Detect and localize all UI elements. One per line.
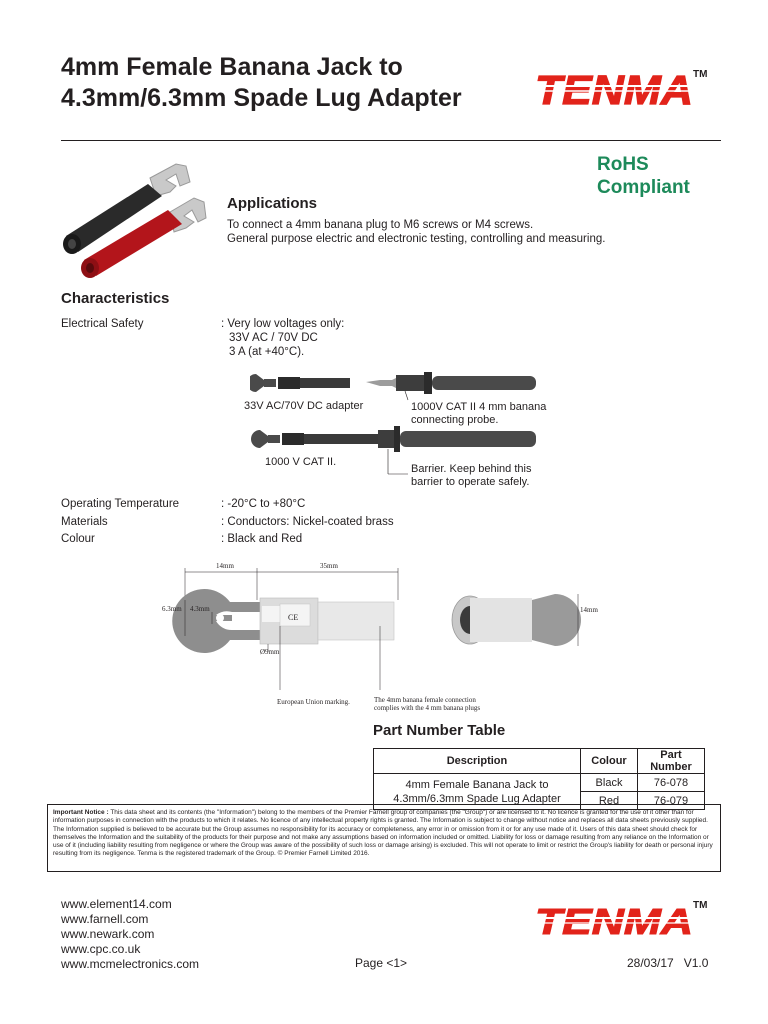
- link-cpc[interactable]: www.cpc.co.uk: [61, 942, 141, 956]
- row-colour: [61, 532, 461, 549]
- electrical-safety-label: Electrical Safety: [61, 318, 144, 330]
- electrical-safety-line-2: 33V AC / 70V DC: [229, 332, 318, 344]
- tenma-logo-graphic: [533, 900, 703, 944]
- table-row: [374, 774, 705, 792]
- tenma-logo-graphic: [533, 66, 703, 110]
- dimension-drawing: [150, 560, 610, 710]
- dim-14mm-side: 14mm: [580, 606, 598, 614]
- part-table-heading: Part Number Table: [373, 722, 506, 739]
- rohs-line-2: Compliant: [597, 177, 690, 198]
- colour-cell: Red: [581, 792, 638, 810]
- row-label: Operating Temperature: [61, 498, 180, 510]
- caption-cat2: 1000 V CAT II.: [265, 456, 337, 468]
- row-value: : Black and Red: [221, 533, 303, 545]
- dim-14mm-top: 14mm: [216, 562, 234, 570]
- note-banana-line-2: complies with the 4 mm banana plugs: [374, 704, 481, 712]
- description-line-1: 4mm Female Banana Jack to: [405, 778, 549, 791]
- link-element14[interactable]: www.element14.com: [61, 897, 172, 911]
- notice-text: This data sheet and its contents (the "Information") belong to the members of the Premier Farnell group of companies (the "Group") or are licensed to it. No licence is granted for the use of it other than for information purposes in connection with the products to which it relates. No licence of any intellectual property rights is granted. The Information is subject to change without notice and replaces all data sheets previously supplied. The Information supplied is believed to be accurate but the Group assumes no responsibility for its accuracy or completeness, any error in or omission from it or for any use made of it. Users of this data sheet should check for themselves the Information and the suitability of the products for their purpose and not make any assumptions based on information included or omitted. Liability for loss or damage resulting from any reliance on the Information or use of it (including liability resulting from negligence or where the Group was aware of the possibility of such loss or damage arising) is excluded. This will not operate to limit or restrict the Group's liability for death or personal injury resulting from its negligence. Tenma is the registered trademark of the Group. © Premier Farnell Limited 2016.: [53, 809, 713, 858]
- application-line-1: To connect a 4mm banana plug to M6 screws or M4 screws.: [227, 219, 534, 231]
- applications-text: [227, 218, 605, 246]
- characteristics-heading: Characteristics: [61, 290, 170, 307]
- header-divider: [61, 140, 721, 141]
- title-line-2: 4.3mm/6.3mm Spade Lug Adapter: [61, 84, 462, 112]
- brand-name-footer: TENMA: [535, 901, 693, 942]
- caption-barrier-line-2: barrier to operate safely.: [411, 476, 530, 488]
- footer-version: V1.0: [683, 956, 709, 970]
- dim-dia-9mm: Ø9mm: [260, 648, 280, 656]
- row-label: Colour: [61, 533, 95, 545]
- caption-probe-line-1: 1000V CAT II 4 mm banana: [411, 401, 547, 413]
- note-banana-line-1: The 4mm banana female connection: [374, 696, 476, 704]
- row-value: : Conductors: Nickel-coated brass: [221, 516, 394, 528]
- link-newark[interactable]: www.newark.com: [61, 927, 155, 941]
- dim-35mm: 35mm: [320, 562, 338, 570]
- row-label: Materials: [61, 516, 108, 528]
- application-line-2: General purpose electric and electronic testing, controlling and measuring.: [227, 233, 606, 245]
- link-mcmelectronics[interactable]: www.mcmelectronics.com: [61, 957, 200, 971]
- caption-probe-line-2: connecting probe.: [411, 414, 499, 426]
- footer-date: 28/03/17: [627, 956, 674, 970]
- table-header-row: [374, 749, 705, 774]
- row-value: : -20°C to +80°C: [221, 498, 306, 510]
- colour-cell: Black: [581, 774, 638, 792]
- important-notice: [47, 804, 721, 872]
- electrical-safety-value: [221, 317, 344, 359]
- caption-barrier-line-1: Barrier. Keep behind this: [411, 463, 532, 475]
- title-line-1: 4mm Female Banana Jack to: [61, 53, 403, 81]
- part-number-cell: 76-079: [638, 792, 705, 810]
- safety-diagram: [244, 362, 550, 492]
- header-colour: Colour: [581, 749, 638, 774]
- footer-links: [61, 897, 199, 972]
- header-description: Description: [374, 749, 581, 774]
- header-part-number: Part Number: [638, 749, 705, 774]
- page-number: Page <1>: [355, 956, 408, 970]
- note-banana-connection: [374, 696, 480, 712]
- note-eu-marking: European Union marking.: [277, 698, 350, 706]
- dim-4-3mm: 4.3mm: [190, 605, 210, 613]
- rohs-line-1: RoHS: [597, 154, 649, 175]
- trademark-footer: TM: [693, 900, 708, 911]
- tenma-logo-footer: [533, 900, 708, 944]
- electrical-safety-line-1: : Very low voltages only:: [221, 318, 345, 330]
- ce-mark: CE: [288, 613, 299, 622]
- applications-heading: Applications: [227, 195, 318, 212]
- row-operating-temperature: [61, 497, 461, 515]
- dim-6-3mm: 6.3mm: [162, 605, 182, 613]
- row-materials: [61, 515, 461, 532]
- brand-name: TENMA: [535, 67, 693, 110]
- part-number-cell: 76-078: [638, 774, 705, 792]
- caption-adapter: 33V AC/70V DC adapter: [244, 400, 364, 412]
- product-photo: [58, 156, 208, 286]
- page-title: [61, 52, 462, 114]
- caption-barrier: [411, 463, 531, 489]
- rohs-compliant: [597, 153, 690, 199]
- notice-label: Important Notice :: [53, 809, 109, 816]
- tenma-logo-header: [533, 66, 708, 110]
- footer-date-version: [627, 956, 708, 970]
- link-farnell[interactable]: www.farnell.com: [61, 912, 149, 926]
- trademark: TM: [693, 69, 708, 80]
- electrical-safety-line-3: 3 A (at +40°C).: [229, 346, 305, 358]
- description-line-2: 4.3mm/6.3mm Spade Lug Adapter: [393, 792, 561, 805]
- part-number-table: [373, 748, 705, 810]
- caption-probe: [411, 401, 546, 427]
- characteristics-rows: [61, 497, 461, 549]
